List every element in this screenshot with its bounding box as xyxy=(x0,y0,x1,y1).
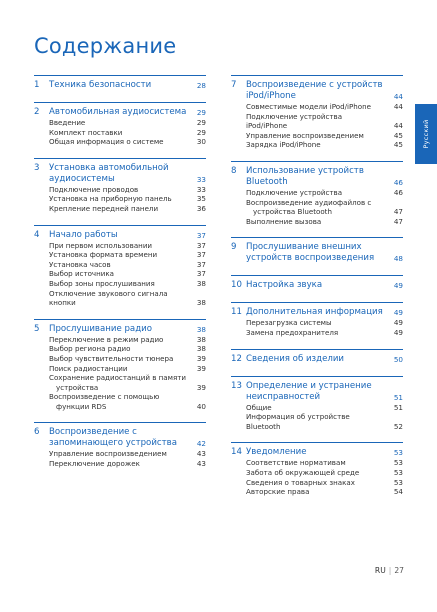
toc-section-heading[interactable] xyxy=(34,107,206,118)
toc-entry-label: Воспроизведение с помощью xyxy=(49,392,160,402)
section-title-line: Уведомление xyxy=(246,447,307,458)
toc-section xyxy=(231,161,403,226)
toc-entry-page: 54 xyxy=(393,487,403,497)
toc-section-heading[interactable] xyxy=(34,163,206,185)
toc-entry-page: 53 xyxy=(393,467,403,477)
section-number: 1 xyxy=(34,80,40,90)
toc-section xyxy=(231,302,403,337)
section-title-line: Прослушивание внешних xyxy=(246,242,362,253)
toc-entry-label: Выбор чувствительности тюнера xyxy=(49,353,174,363)
toc-section xyxy=(34,422,206,468)
toc-entry-label: Зарядка iPod/iPhone xyxy=(246,140,321,150)
toc-section xyxy=(231,442,403,496)
toc-entry-label: Переключение дорожек xyxy=(49,459,140,469)
toc-section-heading[interactable] xyxy=(231,354,403,365)
toc-entry[interactable] xyxy=(231,102,403,112)
section-title-line: неисправностей xyxy=(246,391,321,402)
toc-entry-page: 30 xyxy=(196,137,206,147)
toc-section-heading[interactable] xyxy=(34,324,206,335)
section-title-line: Воспроизведение с устройств xyxy=(246,80,383,90)
section-number: 4 xyxy=(34,229,40,240)
section-number: 6 xyxy=(34,427,40,438)
toc-entry-label: Общая информация о системе xyxy=(49,137,164,147)
toc-entry[interactable] xyxy=(231,478,403,488)
section-number: 7 xyxy=(231,80,237,90)
toc-entry-page: 38 xyxy=(196,344,206,354)
toc-entry-page: 33 xyxy=(196,184,206,194)
section-page-number: 44 xyxy=(393,92,403,101)
toc-entry-label: Подключение устройства xyxy=(246,187,343,197)
toc-entry-label: Подключение устройства iPod/iPhone xyxy=(246,111,343,131)
toc-entry-page: 53 xyxy=(393,477,403,487)
footer-language: RU xyxy=(374,566,386,575)
toc-entry-label: Авторские права xyxy=(246,487,310,497)
toc-section-heading[interactable] xyxy=(231,166,403,188)
section-title-line: Определение и устранение xyxy=(246,380,372,391)
toc-entry[interactable] xyxy=(34,459,206,469)
toc-section xyxy=(34,75,206,91)
toc-entry-label: Выбор региона радио xyxy=(49,344,131,354)
toc-entry[interactable] xyxy=(231,468,403,478)
toc-entry[interactable] xyxy=(34,402,206,412)
toc-entry-label: Управление воспроизведением xyxy=(49,449,167,459)
toc-entry-page: 43 xyxy=(196,449,206,459)
toc-section xyxy=(34,225,206,308)
toc-entry-page: 29 xyxy=(196,118,206,127)
toc-entry-page: 29 xyxy=(196,127,206,137)
toc-section-heading[interactable] xyxy=(34,230,206,241)
section-title-line: устройств воспроизведения xyxy=(246,253,375,264)
toc-entry-page: 51 xyxy=(393,402,403,412)
toc-entry-page: 38 xyxy=(196,334,206,344)
section-page-number: 49 xyxy=(393,281,403,291)
toc-entry-label: Введение xyxy=(49,118,86,127)
toc-entry[interactable] xyxy=(34,241,206,251)
section-title-line: Использование устройств xyxy=(246,165,364,176)
toc-section-heading[interactable] xyxy=(231,242,403,264)
toc-entry[interactable] xyxy=(34,269,206,279)
toc-entry[interactable] xyxy=(34,185,206,195)
toc-section xyxy=(34,319,206,412)
section-page-number: 46 xyxy=(393,177,403,187)
toc-entry[interactable] xyxy=(231,487,403,497)
toc-entry[interactable] xyxy=(34,289,206,308)
section-title-line: Установка автомобильной xyxy=(49,162,169,173)
language-tab-label: Русский xyxy=(422,119,430,149)
toc-entry-page: 46 xyxy=(393,187,403,197)
toc-entry[interactable] xyxy=(34,137,206,147)
toc-entry[interactable] xyxy=(34,344,206,354)
toc-entry-page: 39 xyxy=(196,382,206,392)
toc-entry[interactable] xyxy=(34,250,206,260)
section-number: 2 xyxy=(34,107,40,117)
section-title-line: Bluetooth xyxy=(246,176,288,187)
toc-section xyxy=(231,376,403,432)
section-title-line: iPod/iPhone xyxy=(246,91,296,101)
toc-entry[interactable] xyxy=(34,194,206,204)
toc-entry[interactable] xyxy=(34,279,206,289)
toc-entry[interactable] xyxy=(231,112,403,131)
toc-entry[interactable] xyxy=(231,188,403,198)
section-title-line: Настройка звука xyxy=(246,280,323,291)
toc-entry-label: При первом использовании xyxy=(49,240,153,250)
toc-entry-page: 43 xyxy=(196,459,206,469)
toc-entry[interactable] xyxy=(34,354,206,364)
toc-entry-page: 45 xyxy=(393,130,403,140)
toc-entry[interactable] xyxy=(34,128,206,138)
toc-section-heading[interactable] xyxy=(34,427,206,449)
section-title-line: Воспроизведение с xyxy=(49,427,137,438)
toc-entry-label: Забота об окружающей среде xyxy=(246,467,360,477)
toc-entry-page: 45 xyxy=(393,140,403,150)
toc-entry-page: 35 xyxy=(196,194,206,204)
page-title: Содержание xyxy=(34,34,177,58)
toc-entry[interactable] xyxy=(34,373,206,383)
section-page-number: 50 xyxy=(393,354,403,364)
toc-entry-label: Совместимые модели iPod/iPhone xyxy=(246,102,371,111)
section-number: 5 xyxy=(34,323,40,334)
section-number: 3 xyxy=(34,162,40,173)
toc-entry-label: Соответствие нормативам xyxy=(246,458,346,468)
toc-section-heading[interactable] xyxy=(231,447,403,458)
toc-entry[interactable] xyxy=(231,198,403,208)
toc-entry-page: 39 xyxy=(196,353,206,363)
section-number: 8 xyxy=(231,165,237,176)
language-tab xyxy=(415,104,437,164)
toc-entry-label: Информация об устройстве Bluetooth xyxy=(246,412,350,431)
toc-entry-page: 39 xyxy=(196,363,206,373)
section-number: 14 xyxy=(231,447,242,458)
toc-entry-label: Воспроизведение аудиофайлов с xyxy=(246,197,372,207)
toc-entry[interactable] xyxy=(34,392,206,402)
toc-entry-label: Сведения о товарных знаках xyxy=(246,477,355,487)
page-footer xyxy=(375,566,404,575)
toc-entry-label: устройства Bluetooth xyxy=(253,207,332,217)
toc-entry[interactable] xyxy=(231,328,403,338)
toc-entry[interactable] xyxy=(231,412,403,431)
section-page-number: 42 xyxy=(196,439,206,449)
toc-entry-page: 49 xyxy=(393,327,403,337)
section-title-line: Техника безопасности xyxy=(49,80,152,90)
toc-section xyxy=(231,75,403,150)
section-title-line: Сведения об изделии xyxy=(246,353,345,364)
toc-entry-page: 38 xyxy=(196,278,206,288)
section-title-line: Автомобильная аудиосистема xyxy=(49,107,187,117)
toc-entry[interactable] xyxy=(34,335,206,345)
section-page-number: 38 xyxy=(196,324,206,334)
section-page-number: 49 xyxy=(393,308,403,318)
toc-entry-page: 38 xyxy=(196,298,206,308)
toc-entry[interactable] xyxy=(34,449,206,459)
toc-entry-label: Крепление передней панели xyxy=(49,203,159,213)
toc-entry-label: Общие xyxy=(246,402,272,412)
section-title-line: аудиосистемы xyxy=(49,173,115,184)
section-title-line: Дополнительная информация xyxy=(246,307,383,318)
toc-entry-label: Переключение в режим радио xyxy=(49,334,164,344)
toc-section xyxy=(231,237,403,264)
toc-entry-label: Выбор зоны прослушивания xyxy=(49,278,155,288)
toc-entry-page: 44 xyxy=(393,102,403,111)
section-number: 11 xyxy=(231,307,242,318)
section-number: 9 xyxy=(231,242,237,253)
toc-entry-page: 37 xyxy=(196,259,206,269)
toc-entry-label: Установка формата времени xyxy=(49,250,158,260)
toc-entry-page: 37 xyxy=(196,240,206,250)
section-page-number: 48 xyxy=(393,254,403,264)
toc-entry[interactable] xyxy=(231,458,403,468)
section-title-line: запоминающего устройства xyxy=(49,438,177,449)
toc-entry-label: Установка часов xyxy=(49,259,111,269)
toc-entry-page: 40 xyxy=(196,401,206,411)
section-page-number: 53 xyxy=(393,448,403,458)
toc-entry-page: 47 xyxy=(393,207,403,217)
toc-entry-label: Перезагрузка системы xyxy=(246,318,332,328)
section-number: 12 xyxy=(231,353,242,364)
toc-entry[interactable] xyxy=(34,118,206,128)
toc-column-left xyxy=(34,75,206,480)
toc-entry-label: Выбор источника xyxy=(49,269,114,279)
toc-entry[interactable] xyxy=(231,140,403,150)
toc-section-heading[interactable] xyxy=(34,80,206,91)
toc-entry-label: Управление воспроизведением xyxy=(246,130,364,140)
toc-section-heading[interactable] xyxy=(231,80,403,102)
toc-entry[interactable] xyxy=(231,403,403,413)
toc-entry-page: 49 xyxy=(393,318,403,328)
section-page-number: 37 xyxy=(196,230,206,240)
toc-entry[interactable] xyxy=(34,364,206,374)
toc-entry-label: Установка на приборную панель xyxy=(49,194,172,204)
toc-entry-label: Комплект поставки xyxy=(49,127,123,137)
toc-entry-page: 37 xyxy=(196,250,206,260)
toc-entry-label: Подключение проводов xyxy=(49,184,139,194)
toc-section xyxy=(231,275,403,291)
toc-entry[interactable] xyxy=(34,260,206,270)
footer-page-number: 27 xyxy=(394,566,404,575)
section-title-line: Начало работы xyxy=(49,229,118,240)
toc-entry[interactable] xyxy=(231,207,403,217)
toc-section xyxy=(231,349,403,365)
section-page-number: 29 xyxy=(196,108,206,117)
toc-entry-page: 44 xyxy=(393,121,403,131)
section-page-number: 33 xyxy=(196,174,206,184)
section-page-number: 51 xyxy=(393,392,403,402)
section-number: 10 xyxy=(231,280,242,291)
toc-entry-page: 47 xyxy=(393,216,403,226)
toc-section xyxy=(34,158,206,214)
toc-entry-page: 52 xyxy=(393,421,403,431)
footer-separator: | xyxy=(388,566,392,575)
section-title-line: Прослушивание радио xyxy=(49,323,152,334)
toc-entry-label: устройства xyxy=(56,382,99,392)
toc-entry-page: 53 xyxy=(393,458,403,468)
toc-entry-label: функции RDS xyxy=(56,401,107,411)
toc-entry-label: Сохранение радиостанций в памяти xyxy=(49,373,187,383)
toc-entry-label: Замена предохранителя xyxy=(246,327,339,337)
toc-entry-page: 36 xyxy=(196,203,206,213)
toc-section-heading[interactable] xyxy=(231,280,403,291)
toc-entry-label: Выполнение вызова xyxy=(246,216,322,226)
toc-entry-page: 37 xyxy=(196,269,206,279)
toc-entry[interactable] xyxy=(231,131,403,141)
toc-section xyxy=(34,102,206,147)
toc-entry[interactable] xyxy=(34,383,206,393)
toc-entry[interactable] xyxy=(231,318,403,328)
toc-section-heading[interactable] xyxy=(231,381,403,403)
toc-column-right xyxy=(231,75,403,508)
toc-entry-label: Поиск радиостанции xyxy=(49,363,128,373)
toc-entry-label: Отключение звукового сигнала кнопки xyxy=(49,288,168,308)
section-number: 13 xyxy=(231,380,242,391)
toc-entry[interactable] xyxy=(34,204,206,214)
toc-entry[interactable] xyxy=(231,217,403,227)
toc-section-heading[interactable] xyxy=(231,307,403,318)
section-page-number: 28 xyxy=(196,81,206,90)
